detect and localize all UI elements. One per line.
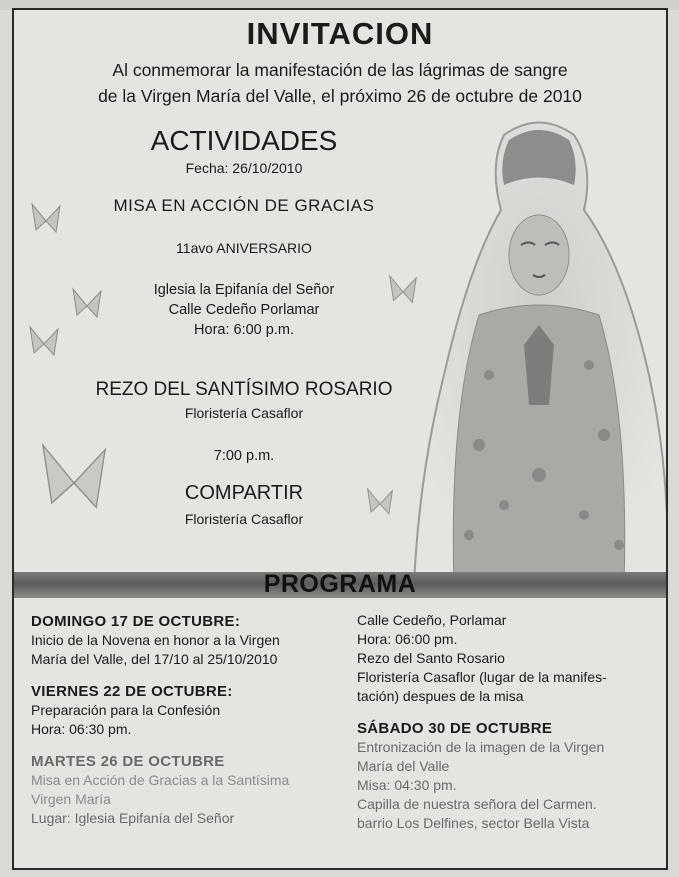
program-right-column [357,611,662,833]
right-line-1: Calle Cedeño, Porlamar [357,612,507,628]
rosary-time: 7:00 p.m. [213,448,275,464]
friday-heading: VIERNES 22 DE OCTUBRE: [31,683,233,700]
share-heading: COMPARTIR [184,482,304,504]
saturday-line-4: Capilla de nuestra señora del Carmen. [357,796,597,812]
rosary-location: Floristería Casaflor [184,405,304,421]
anniversary-text: 11avo ANIVERSARIO [176,240,312,256]
intro-line-2: de la Virgen María del Valle, el próximo 26 de octubre de 2010 [98,86,582,106]
invitation-box [12,8,668,870]
share-location: Floristería Casaflor [184,511,304,527]
saturday-line-2: María del Valle [357,758,450,774]
tuesday-line-2: Virgen María [31,791,111,807]
church-street: Calle Cedeño Porlamar [168,302,320,318]
tuesday-line-1: Misa en Acción de Gracias a la Santísima [31,772,290,788]
activities-date: Fecha: 26/10/2010 [185,160,303,176]
saturday-line-3: Misa: 04:30 pm. [357,777,457,793]
right-line-3: Rezo del Santo Rosario [357,650,505,666]
right-line-4: Floristería Casaflor (lugar de la manifes- [357,669,607,685]
right-line-2: Hora: 06:00 pm. [357,631,458,647]
intro-line-1: Al conmemorar la manifestación de las lágrimas de sangre [112,60,568,80]
invitation-title: INVITACION [246,16,434,51]
program-left-column [31,612,351,828]
saturday-line-5: barrio Los Delfines, sector Bella Vista [357,815,590,831]
mass-heading: MISA EN ACCIÓN DE GRACIAS [113,196,375,215]
sunday-heading: DOMINGO 17 DE OCTUBRE: [31,613,241,630]
virgin-image [409,115,668,585]
program-title: PROGRAMA [263,570,417,598]
tuesday-line-3: Lugar: Iglesia Epifanía del Señor [31,810,235,826]
saturday-heading: SÁBADO 30 DE OCTUBRE [357,720,553,737]
rosary-heading: REZO DEL SANTÍSIMO ROSARIO [95,379,393,400]
mass-location [54,280,434,340]
tuesday-heading: MARTES 26 DE OCTUBRE [31,753,225,770]
mass-time: Hora: 6:00 p.m. [194,322,294,338]
sunday-line-1: Inicio de la Novena en honor a la Virgen [31,632,280,648]
saturday-line-1: Entronización de la imagen de la Virgen [357,739,605,755]
sunday-line-2: María del Valle, del 17/10 al 25/10/2010 [31,651,278,667]
friday-line-2: Hora: 06:30 pm. [31,721,132,737]
church-name: Iglesia la Epifanía del Señor [153,282,335,298]
right-line-5: tación) despues de la misa [357,688,524,704]
friday-line-1: Preparación para la Confesión [31,702,221,718]
activities-title: ACTIVIDADES [150,125,338,156]
